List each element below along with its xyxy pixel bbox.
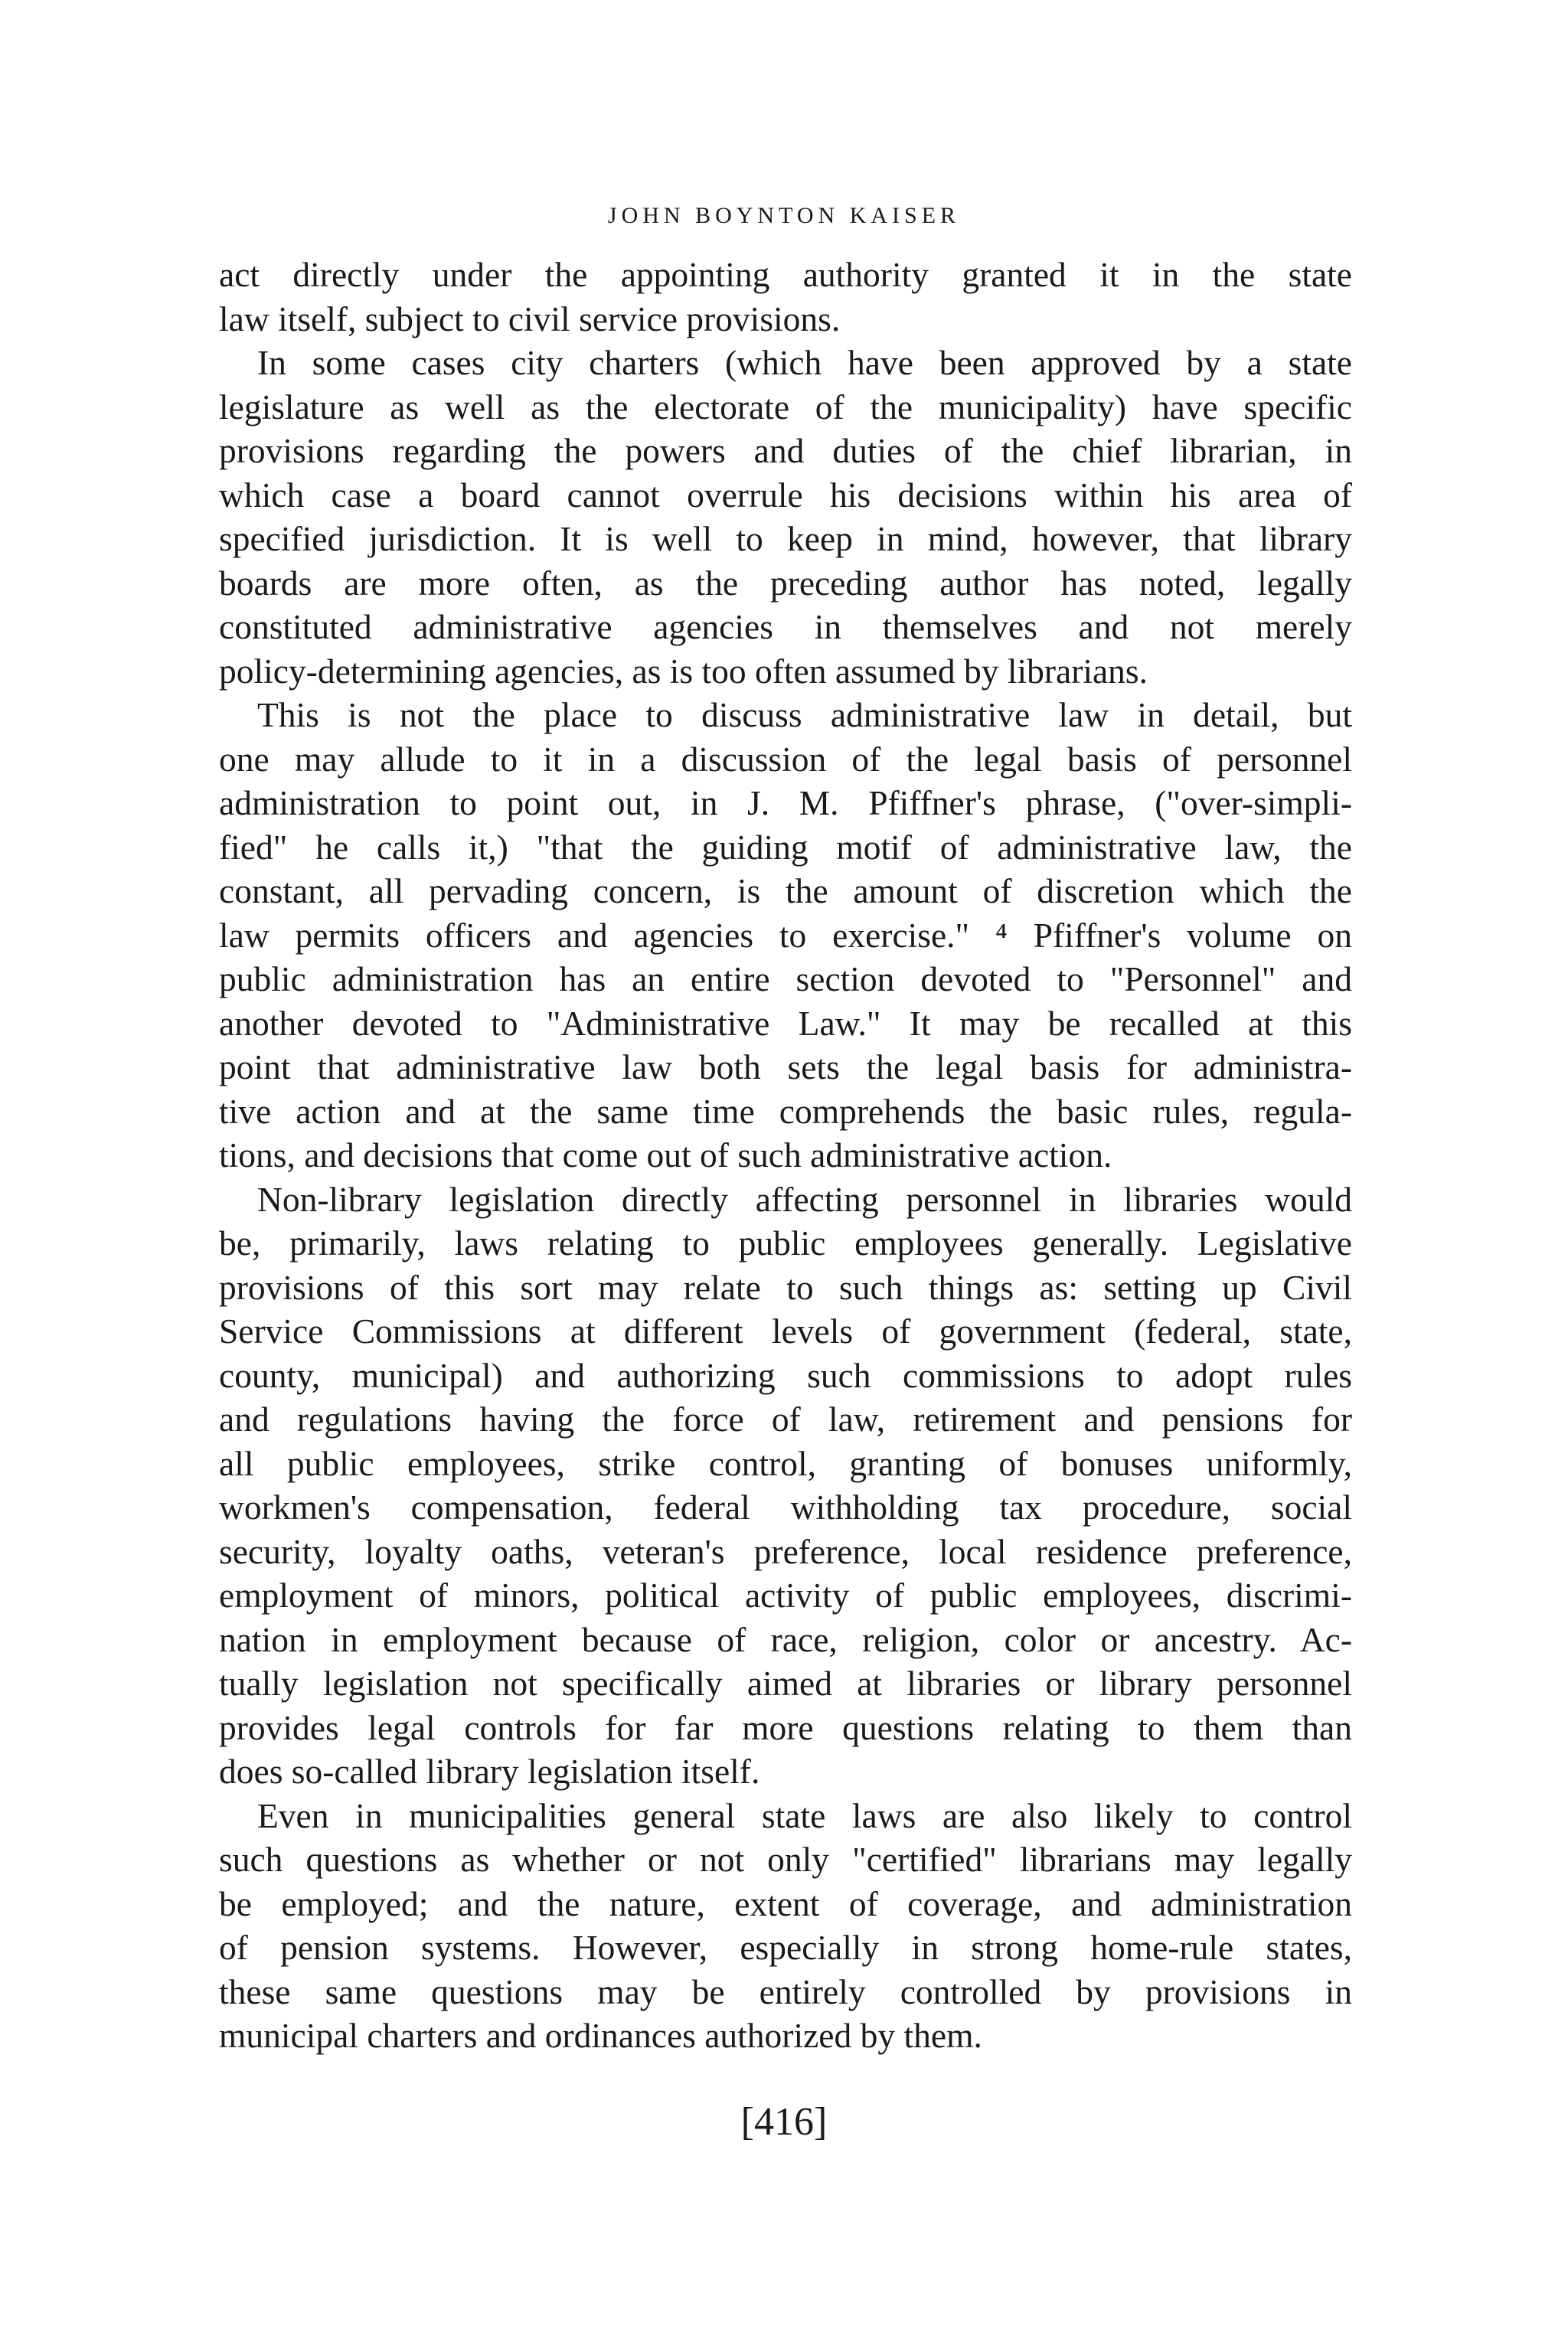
text-line: of pension systems. However, especially in strong home-rule states, [219, 1928, 1352, 1967]
text-line: law permits officers and agencies to exercise." ⁴ Pfiffner's volume on [219, 915, 1352, 955]
text-line: another devoted to "Administrative Law." It may be recalled at this [219, 1003, 1352, 1043]
text-line: employment of minors, political activity of public employees, discrimi- [219, 1576, 1352, 1615]
text-line: constituted administrative agencies in themselves and not merely [219, 607, 1352, 646]
text-line: such questions as whether or not only "certified" librarians may legally [219, 1840, 1352, 1879]
text-line: act directly under the appointing authority granted it in the state [219, 255, 1352, 294]
running-head: JOHN BOYNTON KAISER [607, 203, 961, 228]
text-line: specified jurisdiction. It is well to keep in mind, however, that library [219, 519, 1352, 558]
text-line: be, primarily, laws relating to public employees generally. Legislative [219, 1223, 1352, 1263]
text-line: provides legal controls for far more questions relating to them than [219, 1707, 1352, 1747]
text-line: one may allude to it in a discussion of the legal basis of personnel [219, 739, 1352, 779]
text-line: boards are more often, as the preceding author has noted, legally [219, 563, 1352, 603]
text-line: tually legislation not specifically aimed at libraries or library personnel [219, 1664, 1352, 1703]
text-line: tive action and at the same time comprehends the basic rules, regula- [219, 1091, 1352, 1131]
text-line: This is not the place to discuss administrative law in detail, but [257, 695, 1352, 734]
text-line: Non-library legislation directly affecting personnel in libraries would [257, 1179, 1352, 1219]
text-line: administration to point out, in J. M. Pfiffner's phrase, ("over-simpli- [219, 783, 1352, 822]
text-line: tions, and decisions that come out of such administrative action. [219, 1135, 1112, 1174]
text-line: provisions of this sort may relate to such things as: setting up Civil [219, 1267, 1352, 1307]
text-line: law itself, subject to civil service provisions. [219, 299, 841, 338]
text-line: which case a board cannot overrule his decisions within his area of [219, 475, 1352, 514]
text-line: In some cases city charters (which have been approved by a state [257, 343, 1352, 382]
text-line: policy-determining agencies, as is too often assumed by librarians. [219, 651, 1148, 691]
text-line: and regulations having the force of law, retirement and pensions for [219, 1400, 1352, 1439]
text-line: constant, all pervading concern, is the amount of discretion which the [219, 871, 1352, 910]
text-line: public administration has an entire section devoted to "Personnel" and [219, 959, 1352, 998]
page-number: [416] [740, 2100, 828, 2144]
text-line: nation in employment because of race, religion, color or ancestry. Ac- [219, 1619, 1352, 1659]
text-line: municipal charters and ordinances authorized by them. [219, 2016, 982, 2055]
text-line: provisions regarding the powers and duties of the chief librarian, in [219, 431, 1352, 470]
text-line: all public employees, strike control, granting of bonuses uniformly, [219, 1443, 1352, 1483]
text-line: security, loyalty oaths, veteran's preference, local residence preference, [219, 1531, 1352, 1571]
text-line: Service Commissions at different levels of government (federal, state, [219, 1312, 1352, 1351]
text-line: county, municipal) and authorizing such commissions to adopt rules [219, 1355, 1352, 1395]
text-line: be employed; and the nature, extent of coverage, and administration [219, 1883, 1352, 1923]
text-line: Even in municipalities general state laws are also likely to control [257, 1795, 1352, 1835]
text-line: does so-called library legislation itself. [219, 1752, 760, 1791]
text-line: workmen's compensation, federal withholding tax procedure, social [219, 1488, 1352, 1527]
body-text [219, 253, 1352, 2058]
text-line: legislature as well as the electorate of the municipality) have specific [219, 387, 1352, 426]
text-line: point that administrative law both sets the legal basis for administra- [219, 1047, 1352, 1086]
text-line: these same questions may be entirely controlled by provisions in [219, 1971, 1352, 2011]
text-line: fied" he calls it,) "that the guiding motif of administrative law, the [219, 827, 1352, 867]
